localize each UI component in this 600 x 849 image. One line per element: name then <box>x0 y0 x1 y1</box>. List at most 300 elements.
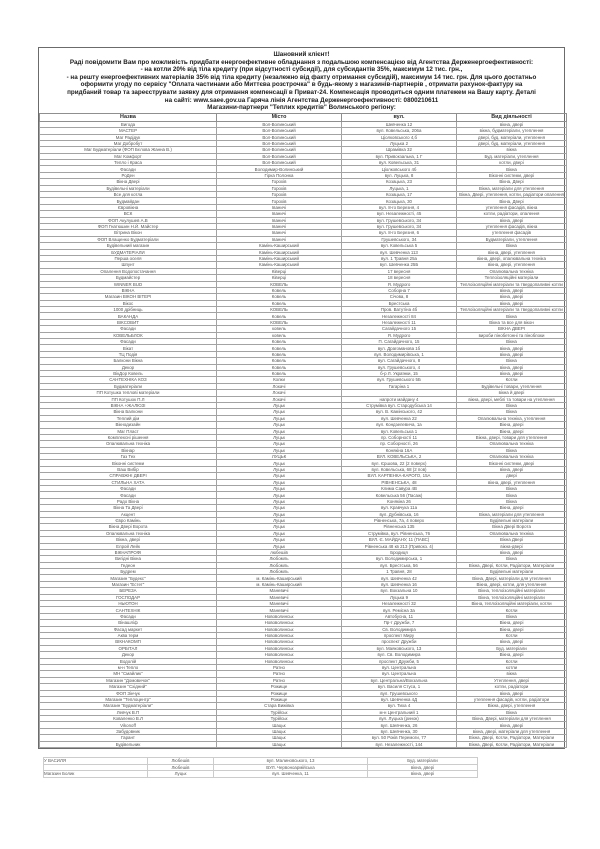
table-cell: двері <box>457 473 567 479</box>
table-cell: Вікна, Двері <box>457 198 567 204</box>
table-row <box>44 764 478 771</box>
table-cell: Ковель <box>217 345 342 351</box>
table-cell: Маг Комфорт <box>40 153 217 159</box>
table-cell: Вікна, двері <box>457 428 567 434</box>
table-cell: вікна, двері <box>457 294 567 300</box>
table-cell: вул. В. Камінського, 42 <box>342 409 457 415</box>
partners-table <box>39 113 567 748</box>
table-cell: Незалежності 32 <box>342 601 457 607</box>
table-cell: НЬЮТОН <box>40 601 217 607</box>
table-cell: котли <box>457 664 567 670</box>
table-cell: Вікос <box>40 300 217 306</box>
table-cell: Луцьк <box>148 771 214 778</box>
table-cell: ВІКНА +ЖАЛЮЗІ <box>40 402 217 408</box>
table-cell: ВСК <box>40 211 217 217</box>
table-cell: ОРБІТАЛ <box>40 645 217 651</box>
table-cell: Ціолковського 4,б <box>342 134 457 140</box>
table-cell: вул. Грушевського <box>342 690 457 696</box>
table-cell: Ковель <box>217 287 342 293</box>
table-cell: Вікна, теплоізоляційні матеріали <box>457 588 567 594</box>
table-cell: Вікна <box>457 339 567 345</box>
table-cell: Магазин ВІКОН ВІТЕРІ <box>40 294 217 300</box>
table-cell: Луцька, 1 <box>342 185 457 191</box>
table-cell: Луцьк <box>217 524 342 530</box>
table-cell: Фасади <box>40 486 217 492</box>
table-cell: вул. Шевченка 22 <box>342 415 457 421</box>
table-cell: Вікна, двері <box>457 652 567 658</box>
table-cell: Колки <box>217 377 342 383</box>
table-cell: Турійськ <box>217 716 342 722</box>
table-cell: Шацьк <box>217 728 342 734</box>
table-cell: вул. Луцька, 8 <box>342 172 457 178</box>
table-cell: Вітрина Вікон <box>40 230 217 236</box>
table-cell: Козацька, 30 <box>342 198 457 204</box>
table-cell: вул. Незалежності, 144 <box>342 741 457 747</box>
table-cell: Брестська <box>342 300 457 306</box>
table-cell: Опалювальна техніка <box>457 530 567 536</box>
table-cell: Маневичі <box>217 601 342 607</box>
table-cell: Все для котла <box>40 192 217 198</box>
table-row <box>44 771 478 778</box>
table-cell: ФОП Влащенко Будматеріали <box>40 236 217 242</box>
table-cell: Опалювальна техніка <box>40 530 217 536</box>
table-cell: Вікна, теплоізоляційні матеріали, котли <box>457 601 567 607</box>
table-cell: Левчук В.П <box>40 709 217 715</box>
table-cell: Будмайдан <box>40 198 217 204</box>
table-cell: вул. Дубнівська, 16 <box>342 511 457 517</box>
table-cell: Любомль <box>217 562 342 568</box>
table-cell: напроти майдану 4 <box>342 396 457 402</box>
table-cell: Луцьк <box>217 530 342 536</box>
table-cell: Котли <box>457 377 567 383</box>
table-cell: Теплий дім <box>40 415 217 421</box>
table-cell: Вікна <box>457 556 567 562</box>
table-cell: Тепло і Краса <box>40 160 217 166</box>
table-cell: Рівненська 48 кв 213 (Привокз. 4) <box>342 543 457 549</box>
table-cell: Опалювальна техніка, утеплення <box>457 415 567 421</box>
table-cell: Горохів <box>217 198 342 204</box>
table-cell: вул. Грушевського 5Б <box>342 377 457 383</box>
table-cell: ФОП Акулушев А.В <box>40 217 217 223</box>
table-cell: Вікна <box>457 486 567 492</box>
table-cell: Будівельні матеріали <box>457 569 567 575</box>
table-cell: вул. Незалежності, 45 <box>342 211 457 217</box>
table-cell: ПП Котушка теплові матеріали <box>40 390 217 396</box>
table-cell: КОВЕЛЬ <box>217 307 342 313</box>
table-cell: Будівельні товари, утеплення <box>457 383 567 389</box>
table-cell: У ВАСИЛЯ <box>44 758 148 765</box>
table-cell: вул. 8-го Березня, 6 <box>342 230 457 236</box>
table-cell: Віконні системи <box>40 460 217 466</box>
column-header-street: вул. <box>342 113 457 121</box>
table-cell: Вікна Та Двері <box>40 505 217 511</box>
table-cell: Віконні системи, двері <box>457 172 567 178</box>
table-cell: Рівненська 135 <box>342 524 457 530</box>
partners-list-title: Магазини-партнери "Теплих кредитів" Волинського регіону: <box>207 104 396 112</box>
table-cell: Вол-Волинський <box>217 121 342 127</box>
table-cell: Іваничі <box>217 236 342 242</box>
table-cell: вул. Шевченка 25Б <box>342 262 457 268</box>
table-cell: вікна, двері <box>457 287 567 293</box>
table-cell: Луцьк <box>217 479 342 485</box>
table-cell: Теплоізоляційні матеріали <box>457 275 567 281</box>
table-cell: Ваш Вибір <box>40 466 217 472</box>
table-cell: Маг Радідук <box>40 134 217 140</box>
table-cell: Вол-Волинський <box>217 128 342 134</box>
table-cell: вікна, двері, матеріали для утеплення <box>457 728 567 734</box>
table-cell: Пр-т Дружби, 7 <box>342 620 457 626</box>
table-cell: вікна, двері <box>368 764 478 771</box>
table-cell: Магазин "Східний" <box>40 684 217 690</box>
table-cell: Вікна <box>457 447 567 453</box>
table-cell: Вікна Двері Ворота <box>457 524 567 530</box>
table-cell: Шрамівка 32 <box>342 147 457 153</box>
table-cell: Вікна Двері <box>457 537 567 543</box>
table-cell: вікна, двері, утеплення <box>457 249 567 255</box>
table-cell: Перша оселя <box>40 255 217 261</box>
table-cell <box>44 764 148 771</box>
table-cell: проспект Миру <box>342 633 457 639</box>
table-cell: вул. Шевченка, 26 <box>342 722 457 728</box>
table-cell: Рівненська, 7а, 4 поверх <box>342 517 457 523</box>
table-cell: вул. Ковельська, 68 (2 пов) <box>342 466 457 472</box>
table-cell: Ратно <box>217 664 342 670</box>
table-cell: ФОП Зінчук <box>40 690 217 696</box>
table-cell: Вол-Волинський <box>217 140 342 146</box>
table-cell: утеплення фасадів, котли, радіатори <box>457 696 567 702</box>
table-cell: Луцьк <box>217 428 342 434</box>
table-cell: Луцьк <box>217 517 342 523</box>
table-cell: Ковель <box>217 364 342 370</box>
table-cell: Вікна, двері <box>40 537 217 543</box>
table-cell: Вікна <box>457 243 567 249</box>
table-cell: Вигода <box>40 121 217 127</box>
table-cell: вікна, двері <box>368 771 478 778</box>
table-cell: вул. Шевченка 4Д <box>342 696 457 702</box>
notice-line: на сайті: www.saee.gov.ua Гаряча лінія Агентства Держенергоефективності: 0800210611 <box>164 96 439 104</box>
table-cell: вікна, двері <box>457 351 567 357</box>
table-cell: 18 вересня <box>342 275 457 281</box>
table-cell: вікна, двері <box>457 549 567 555</box>
table-cell: ВІКНА ДВЕРІ <box>457 326 567 332</box>
table-cell: Камінь-Каширський <box>217 255 342 261</box>
table-cell: вул. 8-го Березня, 4 <box>342 204 457 210</box>
table-cell: Котли <box>457 633 567 639</box>
column-header-activity: Вид діяльності <box>457 113 567 121</box>
table-cell: Горохів <box>217 192 342 198</box>
table-cell: Камінь-Каширський <box>217 243 342 249</box>
table-cell: Вікна, двері <box>457 422 567 428</box>
table-cell: Ратно <box>217 671 342 677</box>
table-cell: Нововолинськ <box>217 633 342 639</box>
table-cell: Ковель <box>217 339 342 345</box>
table-cell: Вікат <box>40 345 217 351</box>
table-cell: Горохів <box>217 185 342 191</box>
table-cell: Вол-Волинський <box>217 147 342 153</box>
table-cell: пр. Соборності, 26 <box>342 441 457 447</box>
table-cell: вул. Привокзальна, 1 Г <box>342 153 457 159</box>
table-cell: Опалювальна техніка <box>457 454 567 460</box>
table-cell: Комплексні рішення <box>40 434 217 440</box>
table-cell: САНТЕХНІК <box>40 607 217 613</box>
table-cell: Буд. матеріали, утеплення <box>457 153 567 159</box>
table-cell: Вигідні Вікна <box>40 556 217 562</box>
table-cell: ковель <box>217 332 342 338</box>
table-cell: Вікнар <box>40 447 217 453</box>
table-cell: Луцька 9 <box>342 594 457 600</box>
table-cell: Вікна, двері <box>457 505 567 511</box>
table-cell: Камінь-Каширський <box>217 262 342 268</box>
table-cell: Декор <box>40 364 217 370</box>
table-cell: Луцьк <box>217 473 342 479</box>
table-cell: Пров. Ватутіна 4б <box>342 307 457 313</box>
table-cell: ВікДор Ковель <box>40 370 217 376</box>
table-cell: вул. Грушевського, 34 <box>342 217 457 223</box>
table-cell: Вікна <box>457 613 567 619</box>
table-cell: ТЦ Подія <box>40 351 217 357</box>
table-cell: Грушевського, 34 <box>342 236 457 242</box>
table-cell: м-н Центральний 1 <box>342 709 457 715</box>
table-cell: Луцьк <box>217 422 342 428</box>
table-cell: котли, радіатори <box>457 684 567 690</box>
table-cell: Нововолинськ <box>217 613 342 619</box>
table-cell: вул. Василя Стуса, 1 <box>342 684 457 690</box>
table-cell: вікна, двері <box>457 364 567 370</box>
table-cell: Вікна, Двері, матеріали для утеплення <box>457 716 567 722</box>
table-cell: Бродиця <box>342 549 457 555</box>
table-cell: Вікна, Двері, Котли, Радіатори, Матеріали <box>457 741 567 747</box>
table-cell: Вікна <box>457 409 567 415</box>
table-cell: вікна, двері, меблі та товари на утеплення <box>457 396 567 402</box>
table-cell: Клима Савура 4В <box>342 486 457 492</box>
notice-line: придбаний товар та зареєструвати заявку для отримання компенсації в Приват-24. Компенсація проводиться одним платежем на Вашу карту. Деталі <box>67 88 536 96</box>
table-cell: Маг Будматеріали (ФОП Бєлова Жанна В.) <box>40 147 217 153</box>
table-cell: Ковельська 56 (Пасаж) <box>342 492 457 498</box>
table-cell: ВУЛ. КАРПЕНКА-КАРОГО, 15А <box>342 473 457 479</box>
table-cell: Струмівка, вул. Рівненська, 76 <box>342 530 457 536</box>
table-cell: вул. Центральна/Вокзальна <box>342 677 457 683</box>
table-cell: Вікнодизайн <box>40 422 217 428</box>
table-cell: Луцьк <box>217 409 342 415</box>
table-cell: Гарант <box>40 735 217 741</box>
table-cell: Теплоізоляційні матеріали та твердопаливні котли <box>457 281 567 287</box>
table-cell: КОВЕЛЬ <box>217 281 342 287</box>
table-cell: Вікна <box>457 709 567 715</box>
table-cell: БУДМАТЕРІАЛИ <box>40 249 217 255</box>
notice-line: - на котли 20% від тіла кредиту (при відсутності субсидії), для субсидантів 35%, максимум 12 тис. грн., <box>140 66 463 74</box>
table-cell: вікна, двері <box>457 370 567 376</box>
table-cell: вікна, двері, утеплення <box>457 262 567 268</box>
table-cell: Вікна Двері <box>40 179 217 185</box>
table-cell: ковель <box>217 326 342 332</box>
table-cell: Вікна <box>457 498 567 504</box>
table-cell: Любешів <box>148 758 214 765</box>
table-cell: ФОП Гнатюшин Н.Й. Майстер <box>40 224 217 230</box>
table-cell: Ковель <box>217 370 342 376</box>
table-cell: Опалювальна техніка <box>457 268 567 274</box>
table-cell: Ратно <box>217 677 342 683</box>
table-cell: Шацьк <box>217 722 342 728</box>
table-cell: Водолій <box>40 658 217 664</box>
table-cell: Вікна, двері, товари для утеплення <box>457 434 567 440</box>
table-cell: Євро Камінь <box>40 517 217 523</box>
table-row <box>44 758 478 765</box>
table-cell: вул. Володимирівська, 1 <box>342 351 457 357</box>
table-cell: Акцент <box>40 511 217 517</box>
table-cell: Ковель <box>217 313 342 319</box>
table-cell: вул. Малиновського, 13 <box>214 758 368 765</box>
table-cell: Вікна <box>457 313 567 319</box>
table-cell: вул. Ковельська 5 <box>342 243 457 249</box>
table-cell: вікна-двері <box>457 543 567 549</box>
table-cell: Незалежності 11 <box>342 319 457 325</box>
table-cell: вікна, двері <box>457 121 567 127</box>
table-cell: Маг Добробут <box>40 140 217 146</box>
table-cell: ВІКНАПРОФІ <box>40 549 217 555</box>
table-cell: Рожище <box>217 684 342 690</box>
table-cell: Будмайстер <box>40 275 217 281</box>
table-cell: Фасади <box>40 492 217 498</box>
table-cell: Елрой Лейк <box>40 543 217 549</box>
table-cell: 1000 дрібниць <box>40 307 217 313</box>
table-cell: Вікна, матеріали для утеплення <box>457 511 567 517</box>
table-cell: РІВНЕНСЬКА, 48 <box>342 479 457 485</box>
table-cell: Конякіна 16А <box>342 447 457 453</box>
table-cell: Січова, 8 <box>342 294 457 300</box>
table-cell: Вікна <box>457 402 567 408</box>
notice-line: Раді повідомити Вам про можливість придбати енергоефективне обладнання з подальшою компенсацією від Агентства Держенергоефективності: <box>69 58 534 66</box>
table-cell: Стара Вижівка <box>217 703 342 709</box>
table-cell: Луцьк <box>217 415 342 421</box>
table-cell: утеплення фасадів, вікна <box>457 224 567 230</box>
column-header-name: Назва <box>40 113 217 121</box>
table-cell: вікна, будматеріали, утеплення <box>457 128 567 134</box>
table-cell: Маневичі <box>217 607 342 613</box>
notice-line: оформити угоду по сервісу "Оплата частинами або Миттєва розстрочка" в будь-якому з магазинів-партнерів , отримати рахунок-фактуру на <box>80 81 523 89</box>
table-cell: Фасади <box>40 613 217 619</box>
table-cell: Вікна <box>457 166 567 172</box>
table-cell: вул. Ковельська, 206а <box>342 128 457 134</box>
table-cell: Рожище <box>217 696 342 702</box>
table-cell: Будівельні матеріали <box>40 185 217 191</box>
table-header-row <box>40 113 567 121</box>
table-cell: Магазин "Естет" <box>40 581 217 587</box>
table-cell: проспект Дружби, 5 <box>342 658 457 664</box>
table-cell: Іваничі <box>217 230 342 236</box>
table-cell: Вікна, Двері <box>457 179 567 185</box>
table-cell: Я. Мудрого <box>342 281 457 287</box>
table-cell: Іваничі <box>217 211 342 217</box>
table-cell: Газ Тех <box>40 454 217 460</box>
table-cell: вул. Шевченка 42 <box>342 575 457 581</box>
table-cell: Луцьк <box>217 402 342 408</box>
table-cell: Фасади <box>40 166 217 172</box>
table-cell: Камінь-Каширський <box>217 249 342 255</box>
notice-box <box>38 47 565 749</box>
table-row <box>40 741 567 747</box>
table-cell: Декор <box>40 652 217 658</box>
table-cell: МАСТЕР <box>40 128 217 134</box>
table-cell: WINNER BUD <box>40 281 217 287</box>
table-cell: Іваничі <box>217 204 342 210</box>
table-cell: вікна, двері <box>457 345 567 351</box>
table-cell: Будрем <box>40 569 217 575</box>
table-cell: Гагаріна 1 <box>342 383 457 389</box>
table-cell: Ціолковського 4б <box>342 166 457 172</box>
table-cell: Вікна, матеріали для утеплення <box>457 185 567 191</box>
table-cell: вікна <box>457 671 567 677</box>
table-cell: Будматеріали, утеплення <box>457 236 567 242</box>
table-cell: Козацька, 17 <box>342 192 457 198</box>
table-cell: Ковель <box>217 351 342 357</box>
notice-greeting: Шановний клієнт! <box>273 51 330 58</box>
table-cell: м. Камінь-Каширський <box>217 581 342 587</box>
table-cell: вікна й двері <box>457 390 567 396</box>
table-cell: СПРАВЖНІ ДВЕРІ <box>40 473 217 479</box>
table-cell: вул. Брестська, 56 <box>342 562 457 568</box>
table-cell: Ківерці <box>217 268 342 274</box>
table-cell: Вол-Волинський <box>217 134 342 140</box>
table-cell: Конякіна 26 <box>342 498 457 504</box>
table-cell: Горохів <box>217 179 342 185</box>
table-cell: Соборна 7 <box>342 287 457 293</box>
table-cell: Балкони Вікна <box>40 358 217 364</box>
table-cell: вікна, двері <box>457 690 567 696</box>
table-cell: Вікна, Двері, утеплення, котли, радіатори опалення <box>457 192 567 198</box>
table-cell: Опалення Водопостачання <box>40 268 217 274</box>
table-cell: КОВЕЛЬ <box>217 319 342 325</box>
table-cell: Луцьк <box>217 447 342 453</box>
table-cell: Локачі <box>217 390 342 396</box>
table-cell: Рожище <box>217 690 342 696</box>
table-cell: Вол-Волинський <box>217 160 342 166</box>
table-cell: Радо Вікна <box>40 498 217 504</box>
table-cell: Гедеон <box>40 562 217 568</box>
table-cell: вул. Св. Володимира <box>342 652 457 658</box>
notice-text <box>39 48 564 113</box>
table-cell: Шацьк <box>217 735 342 741</box>
table-cell: Луцьк <box>217 466 342 472</box>
table-cell: Луцьк <box>217 537 342 543</box>
table-cell: Вікна, двері, котли, для утеплення <box>457 581 567 587</box>
table-cell: вул. Шевченка, 11 <box>214 771 368 778</box>
table-cell: проспект Дружби <box>342 639 457 645</box>
column-header-city: Місто <box>217 113 342 121</box>
table-cell: Буд. матеріали <box>368 758 478 765</box>
table-cell: вул. Сагайдачного, 8 <box>342 358 457 364</box>
table-cell: вул. Єршова, 22 (2 поверх) <box>342 460 457 466</box>
table-cell: Маневичі <box>217 594 342 600</box>
table-cell: Вікна <box>457 358 567 364</box>
table-cell: Ковель <box>217 294 342 300</box>
table-cell: ЛУЦЬК <box>217 454 342 460</box>
table-cell: м. Камінь-Каширський <box>217 575 342 581</box>
table-cell: КОВЕЛЬБЛОК <box>40 332 217 338</box>
table-cell: Св. Володимира <box>342 626 457 632</box>
table-cell: Вікна та все для вікон <box>457 319 567 325</box>
table-cell: Вікна, Двері, матеріали для утеплення <box>457 575 567 581</box>
table-cell: Нововолинськ <box>217 652 342 658</box>
table-cell: Вікна, Двері, Котли, Радіатори, Матеріали <box>457 735 567 741</box>
table-cell: Магазин Болик <box>44 771 148 778</box>
table-cell: Луцьк <box>217 441 342 447</box>
table-cell: вул. 1 Травня 25а <box>342 255 457 261</box>
table-cell: вул. Володимирська, 1 <box>342 556 457 562</box>
table-cell: Утеплення, двері <box>457 677 567 683</box>
table-cell: пр. Соборності 11 <box>342 434 457 440</box>
table-cell: вул. Тиха 4 <box>342 703 457 709</box>
table-cell: Луцька 2 <box>342 140 457 146</box>
